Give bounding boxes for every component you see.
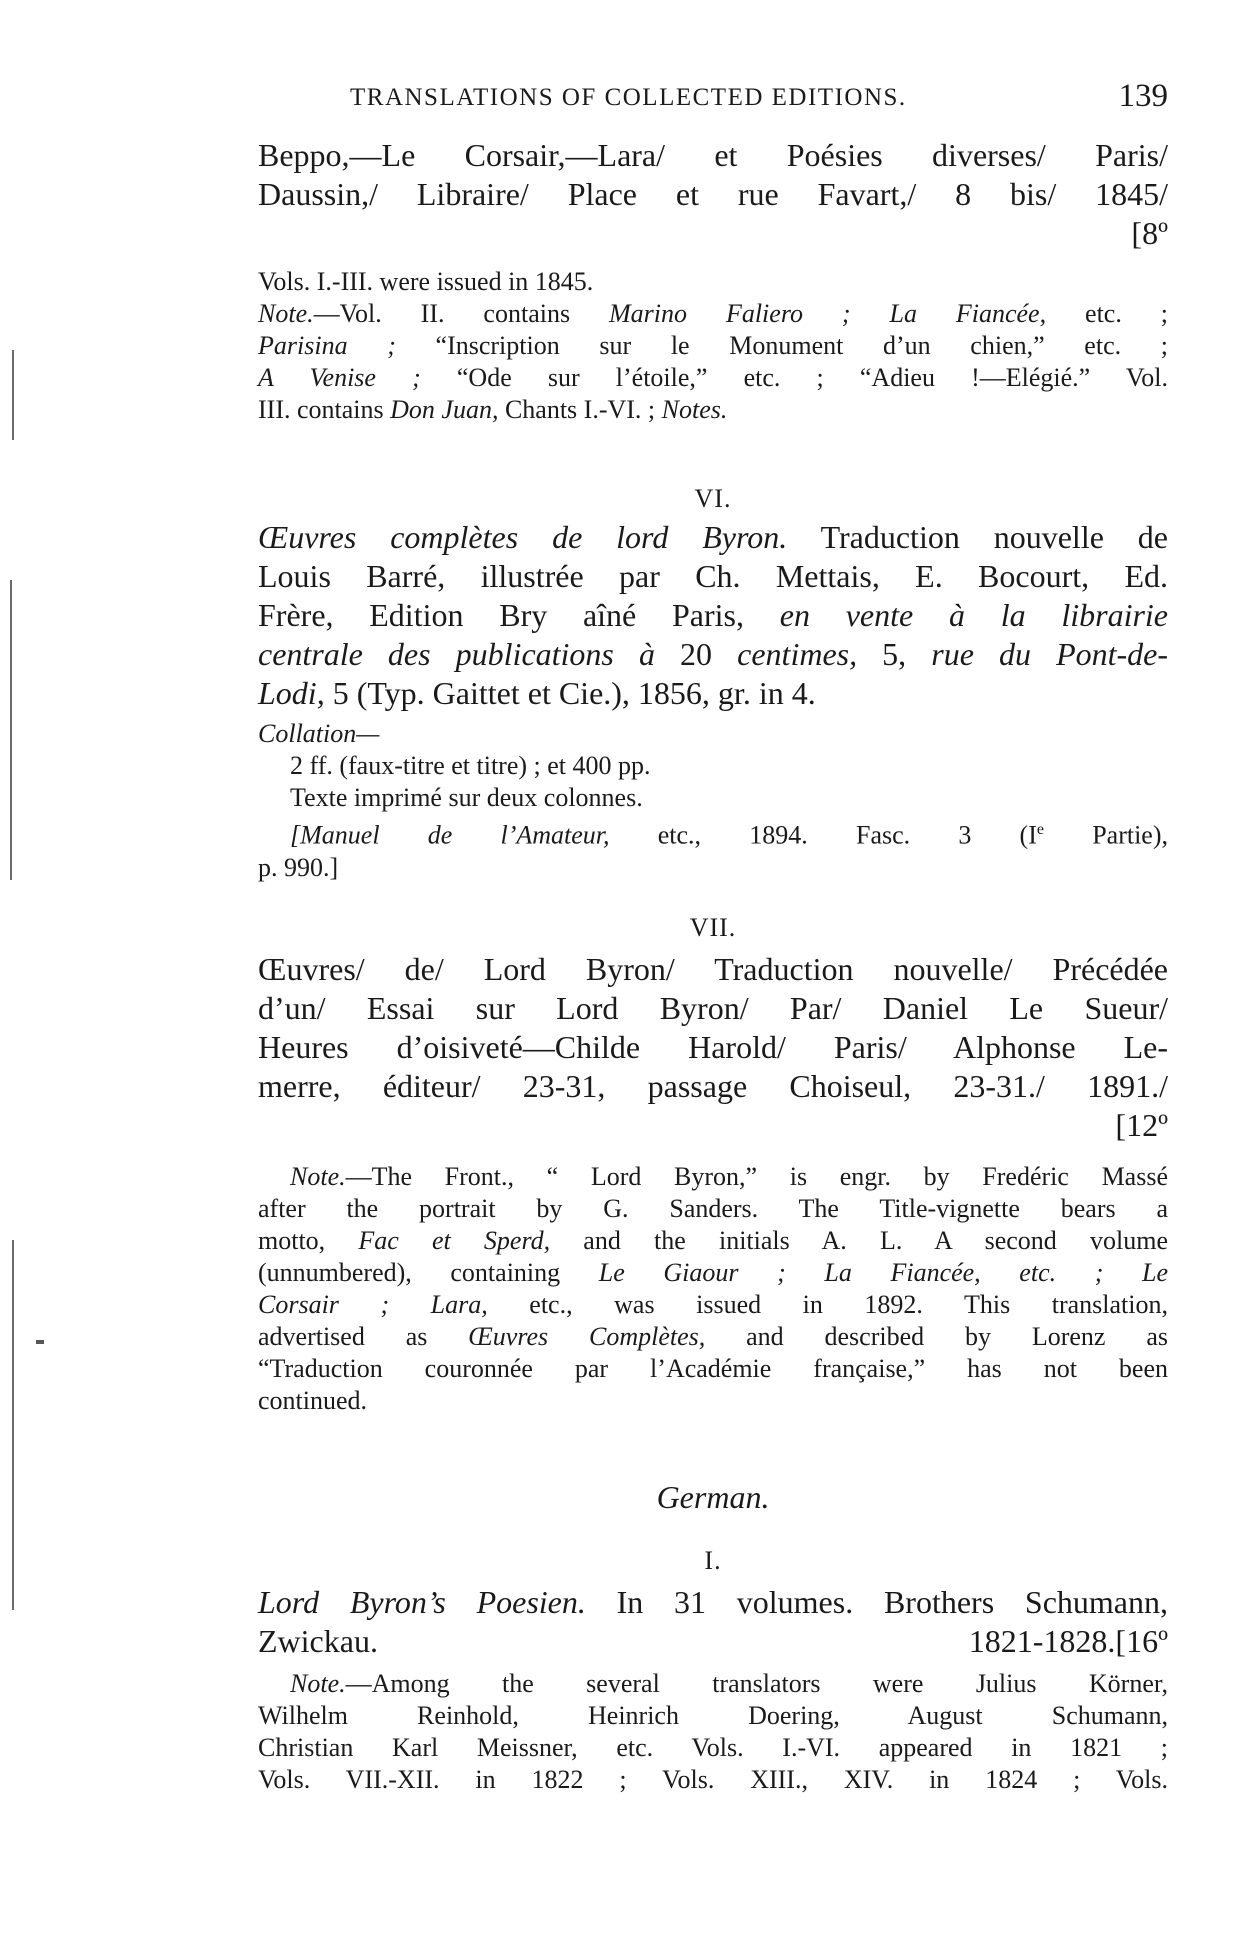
- collation-line: 2 ff. (faux-titre et titre) ; et 400 pp.: [290, 751, 651, 780]
- page-number: 139: [1118, 78, 1168, 114]
- note-line: motto, Fac et Sperd, and the initials A. L. A second volume: [258, 1226, 1168, 1255]
- reference-line: p. 990.]: [258, 852, 339, 882]
- title-line: Lodi, 5 (Typ. Gaittet et Cie.), 1856, gr. in 4.: [258, 675, 816, 711]
- note-line: “Traduction couronnée par l’Académie française,” has not been: [258, 1354, 1168, 1383]
- entry-vi-collation: [258, 718, 1168, 884]
- entry-v-note: [258, 266, 1168, 426]
- reference-line: [Manuel de l’Amateur, etc., 1894. Fasc. 3 (Ie Partie),: [290, 820, 1168, 850]
- note-line: Note.—The Front., “ Lord Byron,” is engr. by Fredéric Massé: [290, 1162, 1168, 1191]
- margin-line: [12, 350, 14, 440]
- collation-label: Collation—: [258, 719, 380, 748]
- section-numeral: VI.: [694, 484, 732, 513]
- title-line: Louis Barré, illustrée par Ch. Mettais, E. Bocourt, Ed.: [258, 558, 1168, 594]
- note-label: Note.: [258, 299, 314, 328]
- page-header: [258, 78, 1168, 128]
- margin-line: [10, 580, 12, 880]
- note-label: Note.: [290, 1669, 346, 1698]
- note-line: Note.—Among the several translators were Julius Körner,: [290, 1669, 1168, 1698]
- format-mark: [12º: [1115, 1107, 1168, 1143]
- note-line: advertised as Œuvres Complètes, and described by Lorenz as: [258, 1322, 1168, 1351]
- note-line: Parisina ; “Inscription sur le Monument d’un chien,” etc. ;: [258, 331, 1168, 360]
- note-line: Wilhelm Reinhold, Heinrich Doering, August Schumann,: [258, 1701, 1168, 1730]
- note-line: continued.: [258, 1386, 368, 1415]
- title-line: Heures d’oisiveté—Childe Harold/ Paris/ Alphonse Le-: [258, 1029, 1168, 1065]
- entry-v-title: [258, 136, 1168, 253]
- note-line: Vols. I.-III. were issued in 1845.: [258, 267, 594, 296]
- title-line: Œuvres complètes de lord Byron. Traduction nouvelle de: [258, 519, 1169, 555]
- german-entry-note: [258, 1668, 1168, 1796]
- note-line: A Venise ; “Ode sur l’étoile,” etc. ; “Adieu !—Elégié.” Vol.: [258, 363, 1169, 392]
- entry-vii-note: [258, 1161, 1168, 1417]
- margin-dash: [36, 1340, 44, 1344]
- note-line: Corsair ; Lara, etc., was issued in 1892. This translation,: [258, 1290, 1169, 1319]
- title-line: Lord Byron’s Poesien. In 31 volumes. Brothers Schumann,: [258, 1584, 1168, 1620]
- margin-line: [12, 1240, 14, 1610]
- note-label: Note.: [290, 1162, 346, 1191]
- section-title: German.: [656, 1479, 770, 1515]
- running-title: TRANSLATIONS OF COLLECTED EDITIONS.: [350, 84, 907, 111]
- note-line: Christian Karl Meissner, etc. Vols. I.-VI. appeared in 1821 ;: [258, 1733, 1168, 1762]
- format-mark: [8º: [1131, 215, 1168, 251]
- format-mark: [16º: [1115, 1623, 1168, 1659]
- title-line: Frère, Edition Bry aîné Paris, en vente à la librairie: [258, 597, 1169, 633]
- entry-vi-title: [258, 518, 1168, 713]
- section-numeral: I.: [704, 1546, 722, 1575]
- german-entry-title: [258, 1583, 1168, 1661]
- title-line: Œuvres/ de/ Lord Byron/ Traduction nouvelle/ Précédée: [258, 951, 1168, 987]
- note-line: Vols. VII.-XII. in 1822 ; Vols. XIII., XIV. in 1824 ; Vols.: [258, 1765, 1168, 1794]
- note-line: Note.—Vol. II. contains Marino Faliero ; La Fiancée, etc. ;: [258, 299, 1168, 328]
- note-line: III. contains Don Juan, Chants I.-VI. ; Notes.: [258, 395, 728, 424]
- title-line: Beppo,—Le Corsair,—Lara/ et Poésies diverses/ Paris/: [258, 137, 1168, 173]
- section-numeral: VII.: [689, 913, 737, 942]
- note-line: (unnumbered), containing Le Giaour ; La Fiancée, etc. ; Le: [258, 1258, 1168, 1287]
- entry-vii-title: [258, 950, 1168, 1145]
- title-line: merre, éditeur/ 23-31, passage Choiseul, 23-31./ 1891./: [258, 1068, 1168, 1104]
- title-line: Daussin,/ Libraire/ Place et rue Favart,/ 8 bis/ 1845/: [258, 176, 1168, 212]
- collation-line: Texte imprimé sur deux colonnes.: [290, 783, 643, 812]
- note-line: after the portrait by G. Sanders. The Title-vignette bears a: [258, 1194, 1168, 1223]
- title-line: Zwickau. 1821-1828. [16º: [258, 1623, 1168, 1659]
- title-line: d’un/ Essai sur Lord Byron/ Par/ Daniel Le Sueur/: [258, 990, 1168, 1026]
- title-line: centrale des publications à 20 centimes, 5, rue du Pont-de-: [258, 636, 1169, 672]
